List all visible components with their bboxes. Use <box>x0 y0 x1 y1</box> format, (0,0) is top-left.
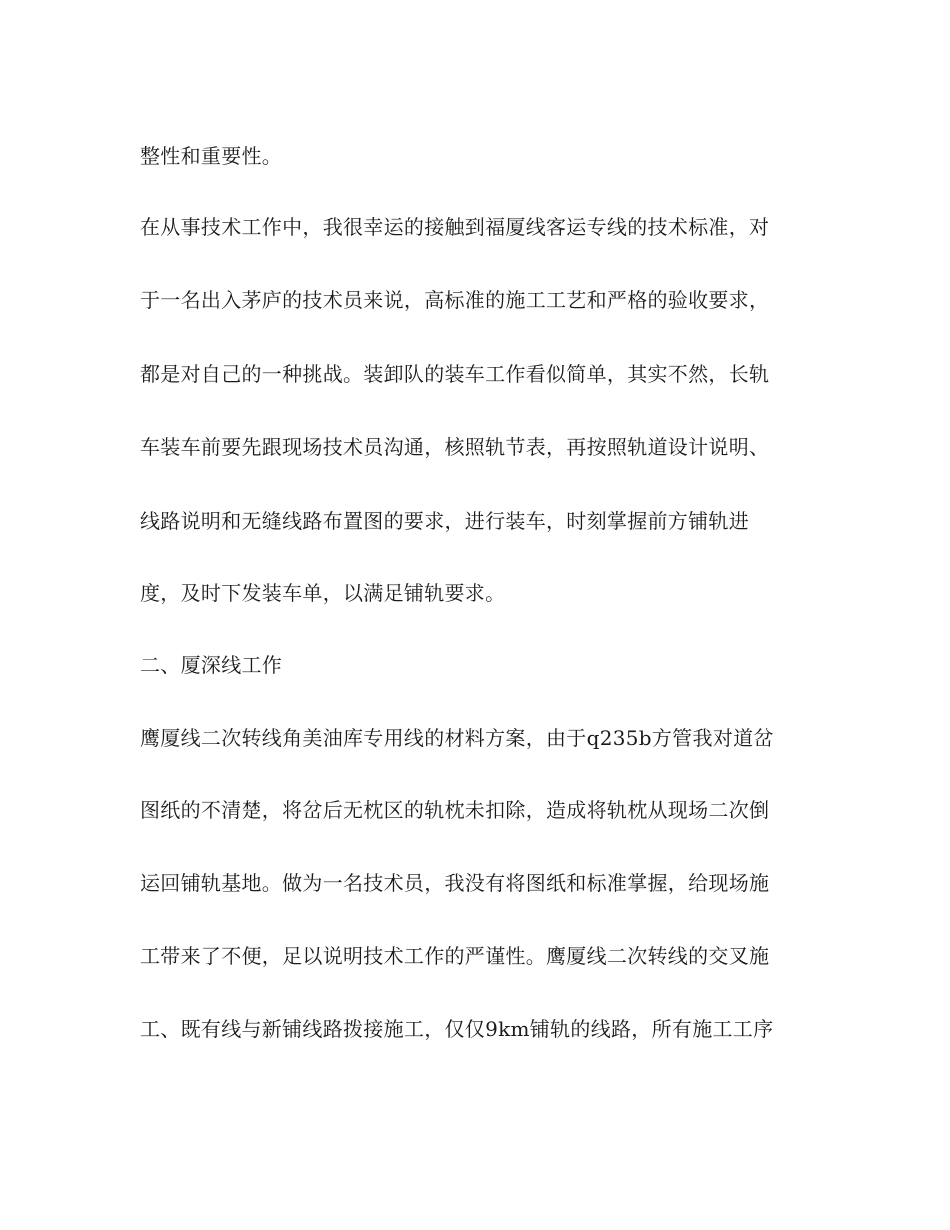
text-line-13: 工、既有线与新铺线路拨接施工，仅仅9km铺轨的线路，所有施工工序 <box>140 1017 774 1041</box>
text-line-5: 车装车前要先跟现场技术员沟通，核照轨节表，再按照轨道设计说明、 <box>140 435 770 459</box>
text-line-2: 在从事技术工作中，我很幸运的接触到福厦线客运专线的技术标准，对 <box>140 215 770 239</box>
text-line-12: 工带来了不便，足以说明技术工作的严谨性。鹰厦线二次转线的交叉施 <box>140 944 770 968</box>
text-line-10: 图纸的不清楚，将岔后无枕区的轨枕未扣除，造成将轨枕从现场二次倒 <box>140 798 770 822</box>
text-line-3: 于一名出入茅庐的技术员来说，高标准的施工工艺和严格的验收要求， <box>140 288 770 312</box>
text-line-4: 都是对自己的一种挑战。装卸队的装车工作看似简单，其实不然，长轨 <box>140 362 770 386</box>
text-line-9: 鹰厦线二次转线角美油库专用线的材料方案，由于q235b方管我对道岔 <box>140 726 774 750</box>
text-line-7: 度，及时下发装车单，以满足铺轨要求。 <box>140 581 506 605</box>
text-line-1: 整性和重要性。 <box>140 144 283 168</box>
text-line-6: 线路说明和无缝线路布置图的要求，进行装车，时刻掌握前方铺轨进 <box>140 509 749 533</box>
section-heading: 二、厦深线工作 <box>140 653 283 677</box>
text-line-11: 运回铺轨基地。做为一名技术员，我没有将图纸和标准掌握，给现场施 <box>140 871 770 895</box>
